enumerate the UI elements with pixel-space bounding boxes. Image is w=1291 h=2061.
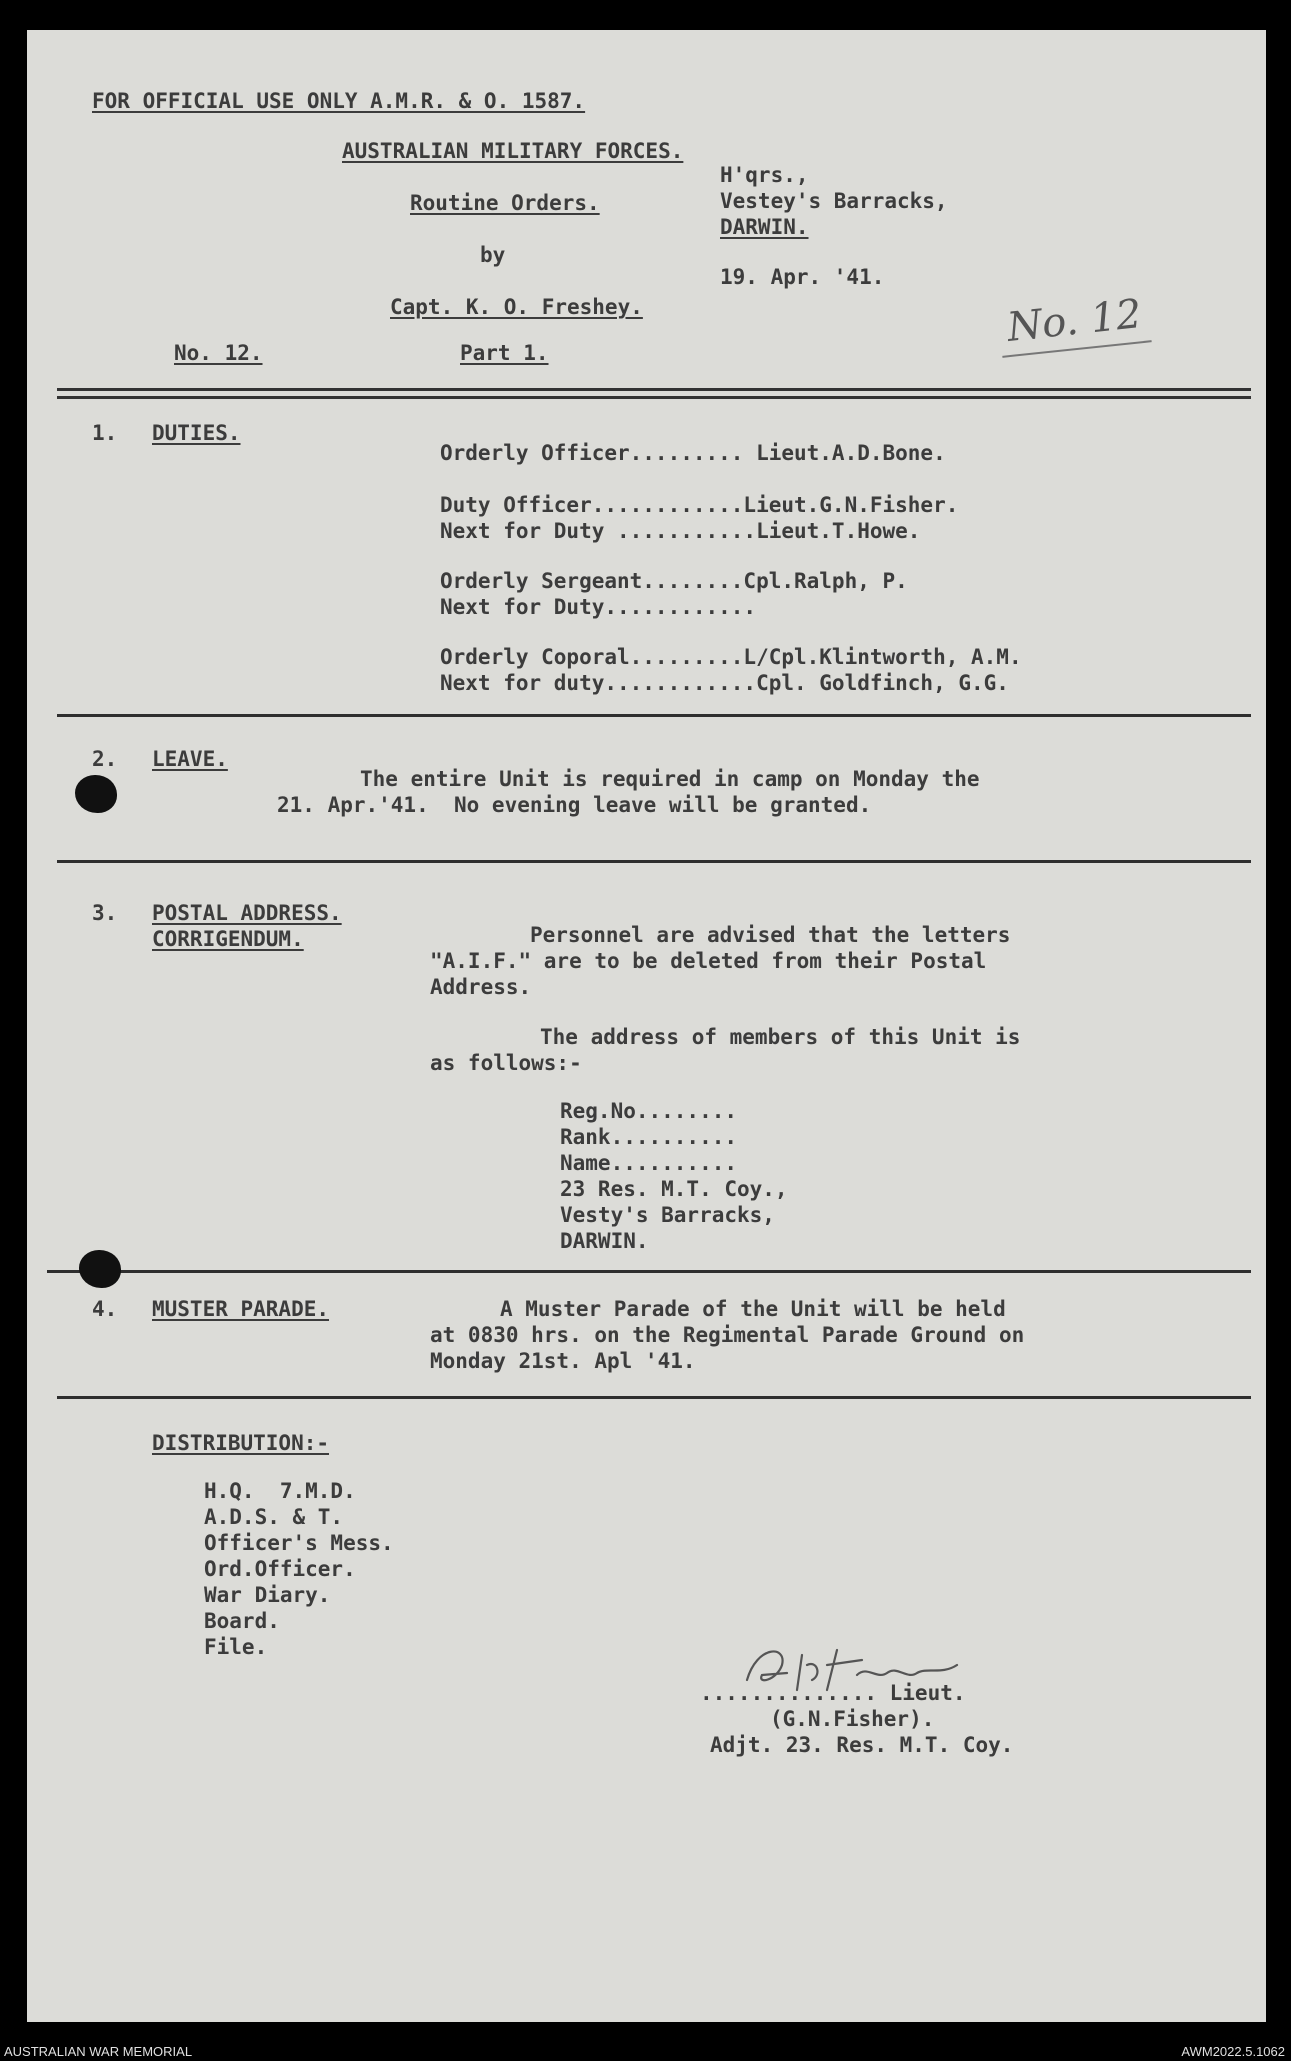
section-heading: POSTAL ADDRESS. bbox=[152, 901, 342, 925]
distribution-item: Board. bbox=[204, 1609, 280, 1633]
leave-text: 21. Apr.'41. No evening leave will be granted. bbox=[277, 793, 872, 817]
section-number: 3. bbox=[92, 901, 118, 925]
section-heading: LEAVE. bbox=[152, 747, 228, 771]
distribution-item: War Diary. bbox=[204, 1583, 331, 1607]
duty-line: Orderly Sergeant........Cpl.Ralph, P. bbox=[440, 569, 908, 593]
document-page bbox=[27, 30, 1266, 2022]
document-title: Routine Orders. bbox=[410, 191, 600, 215]
hq-line-1: H'qrs., bbox=[720, 163, 809, 187]
duty-line: Orderly Officer......... Lieut.A.D.Bone. bbox=[440, 441, 946, 465]
postal-text: "A.I.F." are to be deleted from their Postal bbox=[430, 949, 987, 973]
organisation-title: AUSTRALIAN MILITARY FORCES. bbox=[342, 139, 684, 163]
by-line: by bbox=[480, 243, 506, 267]
postal-text: Personnel are advised that the letters bbox=[530, 923, 1011, 947]
distribution-item: File. bbox=[204, 1635, 268, 1659]
section-rule bbox=[57, 1396, 1251, 1399]
handwritten-number: No. 12 bbox=[1004, 291, 1144, 351]
order-date: 19. Apr. '41. bbox=[720, 265, 885, 289]
hq-line-3: DARWIN. bbox=[720, 215, 809, 239]
section-heading: DUTIES. bbox=[152, 421, 241, 445]
duty-line: Next for Duty............ bbox=[440, 595, 757, 619]
postal-text: Address. bbox=[430, 975, 532, 999]
duty-line: Duty Officer............Lieut.G.N.Fisher. bbox=[440, 493, 959, 517]
distribution-item: A.D.S. & T. bbox=[204, 1505, 344, 1529]
signatory-appointment: Adjt. 23. Res. M.T. Coy. bbox=[710, 1733, 1014, 1757]
section-rule bbox=[57, 714, 1251, 717]
leave-text: The entire Unit is required in camp on Monday the bbox=[360, 767, 980, 791]
section-heading: MUSTER PARADE. bbox=[152, 1297, 330, 1321]
muster-text: at 0830 hrs. on the Regimental Parade Ground on bbox=[430, 1323, 1025, 1347]
punch-hole bbox=[75, 775, 117, 813]
section-number: 4. bbox=[92, 1297, 118, 1321]
signature-rank-line: .............. Lieut. bbox=[700, 1681, 966, 1705]
postal-text: as follows:- bbox=[430, 1051, 582, 1075]
section-number: 1. bbox=[92, 421, 118, 445]
section-number: 2. bbox=[92, 747, 118, 771]
distribution-heading: DISTRIBUTION:- bbox=[152, 1431, 330, 1455]
duty-line: Next for duty............Cpl. Goldfinch, G.G. bbox=[440, 671, 1009, 695]
section-subheading: CORRIGENDUM. bbox=[152, 927, 304, 951]
distribution-item: Officer's Mess. bbox=[204, 1531, 394, 1555]
address-line: DARWIN. bbox=[560, 1229, 649, 1253]
address-line: Vesty's Barracks, bbox=[560, 1203, 775, 1227]
order-number: No. 12. bbox=[174, 341, 263, 365]
distribution-item: H.Q. 7.M.D. bbox=[204, 1479, 356, 1503]
footer-institution: AUSTRALIAN WAR MEMORIAL bbox=[4, 2044, 193, 2059]
hq-line-2: Vestey's Barracks, bbox=[720, 189, 948, 213]
address-line: Rank.......... bbox=[560, 1125, 738, 1149]
punch-hole bbox=[79, 1250, 121, 1288]
muster-text: A Muster Parade of the Unit will be held bbox=[500, 1297, 1006, 1321]
signatory-name: (G.N.Fisher). bbox=[770, 1707, 935, 1731]
muster-text: Monday 21st. Apl '41. bbox=[430, 1349, 696, 1373]
classification-line: FOR OFFICIAL USE ONLY A.M.R. & O. 1587. bbox=[92, 89, 586, 113]
postal-text: The address of members of this Unit is bbox=[540, 1025, 1021, 1049]
distribution-item: Ord.Officer. bbox=[204, 1557, 356, 1581]
footer-accession-number: AWM2022.5.1062 bbox=[1181, 2044, 1285, 2059]
section-rule bbox=[57, 860, 1251, 863]
section-rule bbox=[47, 1270, 1251, 1273]
author-line: Capt. K. O. Freshey. bbox=[390, 295, 643, 319]
header-double-rule bbox=[57, 388, 1251, 399]
duty-line: Orderly Coporal.........L/Cpl.Klintworth, A.M. bbox=[440, 645, 1022, 669]
duty-line: Next for Duty ...........Lieut.T.Howe. bbox=[440, 519, 921, 543]
address-line: Name.......... bbox=[560, 1151, 738, 1175]
address-line: 23 Res. M.T. Coy., bbox=[560, 1177, 788, 1201]
address-line: Reg.No........ bbox=[560, 1099, 738, 1123]
part-label: Part 1. bbox=[460, 341, 549, 365]
